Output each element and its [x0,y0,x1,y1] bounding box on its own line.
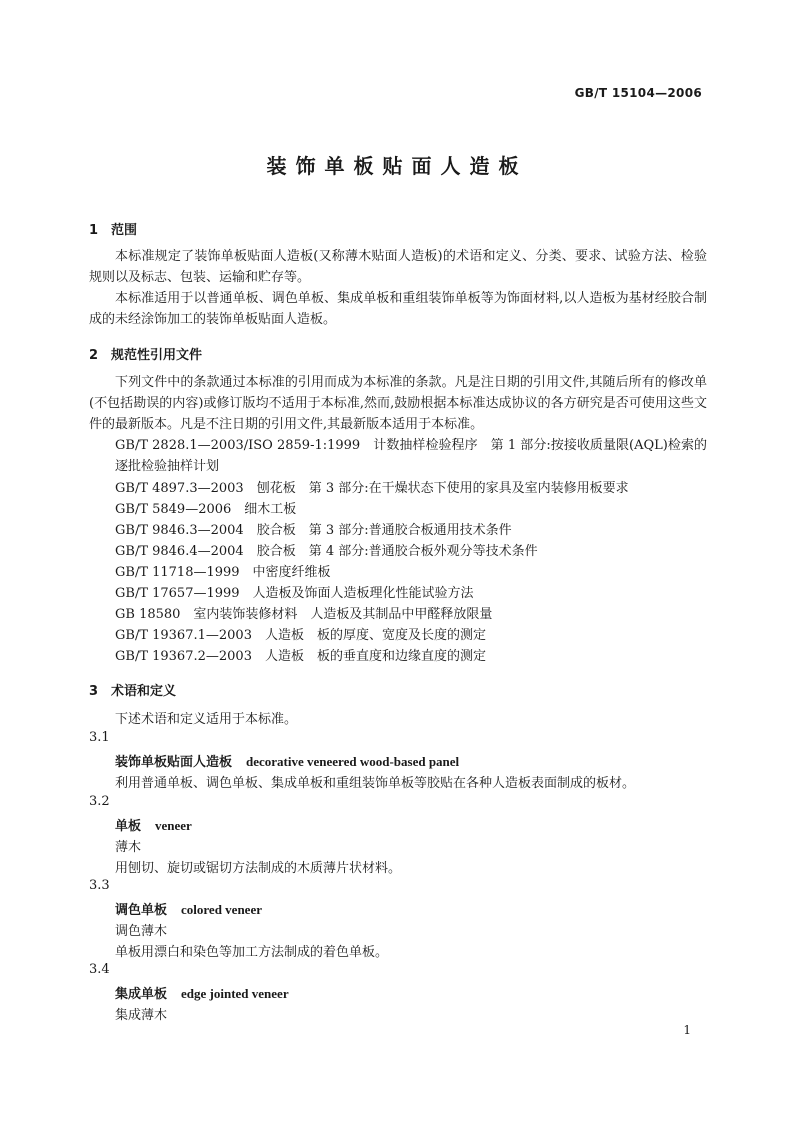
term-en: edge jointed veneer [181,986,289,1001]
term-zh: 调色单板 [115,903,168,918]
section-3-heading [89,680,176,699]
terms-intro: 下述术语和定义适用于本标准。 [115,712,298,727]
scope-paragraph-1: 本标准规定了装饰单板贴面人造板(又称薄木贴面人造板)的术语和定义、分类、要求、试验方法、检验规则以及标志、包装、运输和贮存等。 [89,249,707,285]
reference-item: GB/T 4897.3—2003 刨花板 第 3 部分:在干燥状态下使用的家具及室内装修用板要求 [115,481,629,496]
reference-item: GB/T 2828.1—2003/ISO 2859-1:1999 计数抽样检验程序 第 1 部分:按接收质量限(AQL)检索的逐批检验抽样计划 [115,438,707,474]
clause-number: 3.2 [89,794,110,809]
reference-item: GB/T 9846.4—2004 胶合板 第 4 部分:普通胶合板外观分等技术条件 [115,544,538,559]
reference-item: GB/T 11718—1999 中密度纤维板 [115,565,331,580]
document-title: 装饰单板贴面人造板 [266,154,528,178]
term-en: colored veneer [181,902,262,917]
section-number: 2 [89,348,99,363]
section-title: 术语和定义 [111,684,177,699]
section-number: 3 [89,684,99,699]
reference-item: GB/T 5849—2006 细木工板 [115,502,297,517]
term-definition: 单板用漂白和染色等加工方法制成的着色单板。 [115,945,389,960]
section-title: 规范性引用文件 [111,348,203,363]
term-zh: 单板 [115,819,142,834]
term-heading [115,899,262,918]
clause-number: 3.4 [89,962,110,977]
term-synonym: 薄木 [115,840,142,855]
reference-item: GB/T 9846.3—2004 胶合板 第 3 部分:普通胶合板通用技术条件 [115,523,512,538]
term-heading [115,751,459,770]
term-en: veneer [155,818,192,833]
section-1-heading [89,219,137,238]
term-en: decorative veneered wood-based panel [246,754,460,769]
term-definition: 利用普通单板、调色单板、集成单板和重组装饰单板等胶贴在各种人造板表面制成的板材。 [115,776,636,791]
term-heading [115,983,289,1002]
clause-number: 3.3 [89,878,110,893]
reference-item: GB/T 17657—1999 人造板及饰面人造板理化性能试验方法 [115,586,474,601]
term-heading [115,815,192,834]
reference-item: GB/T 19367.1—2003 人造板 板的厚度、宽度及长度的测定 [115,628,486,643]
references-intro: 下列文件中的条款通过本标准的引用而成为本标准的条款。凡是注日期的引用文件,其随后所有的修改单(不包括勘误的内容)或修订版均不适用于本标准,然而,鼓励根据本标准达成协议的各方研究是否可使用这些文件的最新版本。凡是不注日期的引用文件,其最新版本适用于本标准。 [89,375,707,432]
page-number: 1 [683,1023,691,1037]
term-zh: 装饰单板贴面人造板 [115,755,233,770]
section-title: 范围 [111,223,138,238]
term-synonym: 集成薄木 [115,1008,168,1023]
clause-number: 3.1 [89,730,110,745]
term-synonym: 调色薄木 [115,924,168,939]
reference-item: GB/T 19367.2—2003 人造板 板的垂直度和边缘直度的测定 [115,649,486,664]
standard-number: GB/T 15104—2006 [574,86,702,100]
term-zh: 集成单板 [115,987,168,1002]
section-number: 1 [89,223,99,238]
section-2-heading [89,344,202,363]
scope-paragraph-2: 本标准适用于以普通单板、调色单板、集成单板和重组装饰单板等为饰面材料,以人造板为基材经胶合制成的未经涂饰加工的装饰单板贴面人造板。 [89,291,707,327]
reference-item: GB 18580 室内装饰装修材料 人造板及其制品中甲醛释放限量 [115,607,493,622]
term-definition: 用刨切、旋切或锯切方法制成的木质薄片状材料。 [115,861,402,876]
